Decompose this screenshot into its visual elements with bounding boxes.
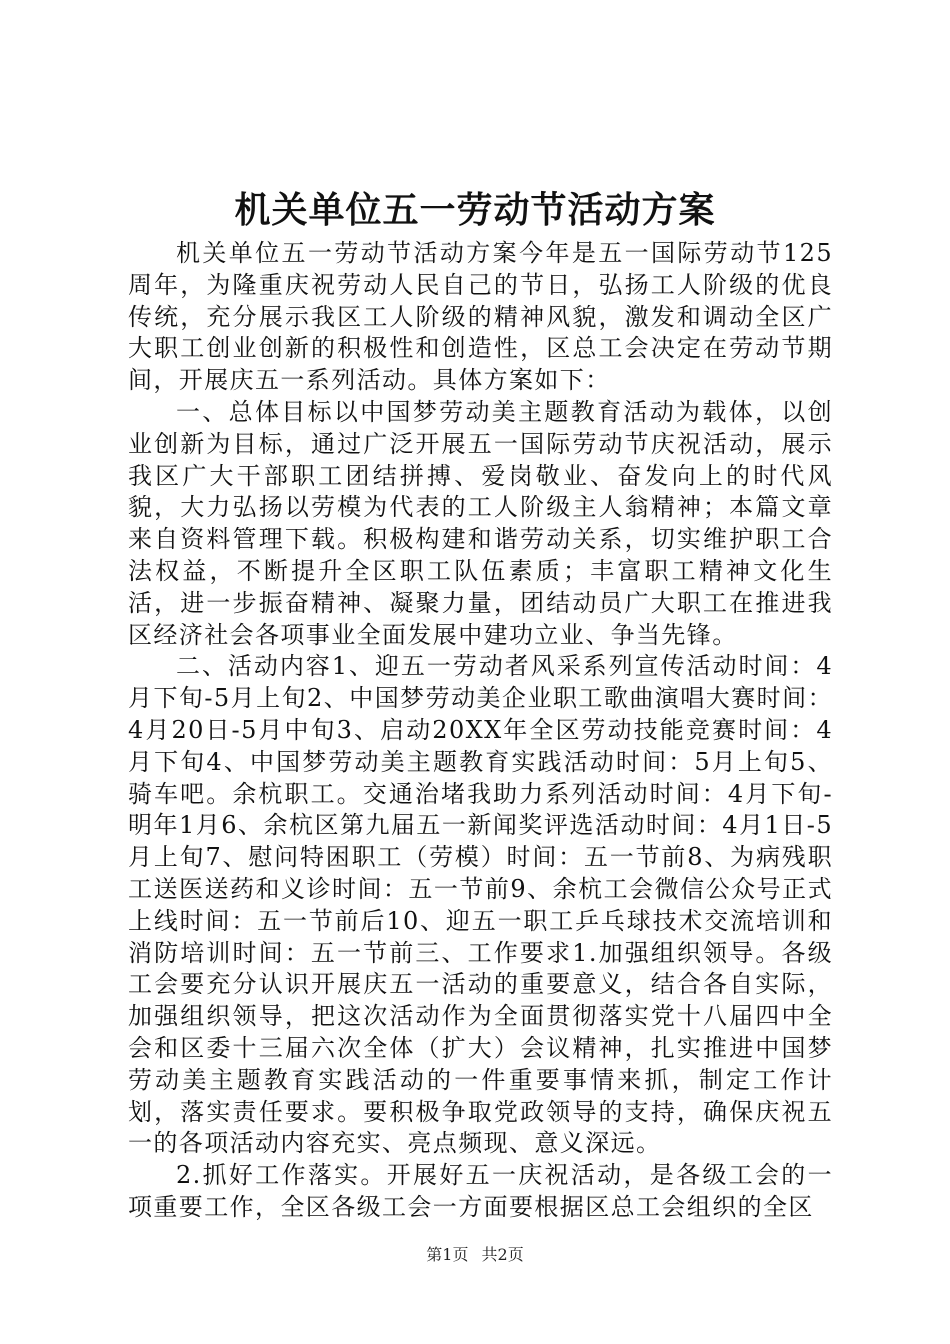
page-footer: [0, 1244, 950, 1266]
paragraph-activity-content: 二、活动内容1、迎五一劳动者风采系列宣传活动时间：4月下旬-5月上旬2、中国梦劳动美企业职工歌曲演唱大赛时间：4月20日-5月中旬3、启动20XX年全区劳动技能竞赛时间：4月下旬4、中国梦劳动美主题教育实践活动时间：5月上旬5、骑车吧。余杭职工。交通治堵我助力系列活动时间：4月下旬-明年1月6、余杭区第九届五一新闻奖评选活动时间：4月1日-5月上旬7、慰问特困职工（劳模）时间：五一节前8、为病残职工送医送药和义诊时间：五一节前9、余杭工会微信公众号正式上线时间：五一节前后10、迎五一职工乒乓球技术交流培训和消防培训时间：五一节前三、工作要求1.加强组织领导。各级工会要充分认识开展庆五一活动的重要意义，结合各自实际，加强组织领导，把这次活动作为全面贯彻落实党十八届四中全会和区委十三届六次全体（扩大）会议精神，扎实推进中国梦劳动美主题教育实践活动的一件重要事情来抓，制定工作计划，落实责任要求。要积极争取党政领导的支持，确保庆祝五一的各项活动内容充实、亮点频现、意义深远。: [128, 652, 833, 1158]
document-title: 机关单位五一劳动节活动方案: [234, 189, 716, 231]
page-number-current: 第1页: [426, 1245, 469, 1264]
paragraph-intro: 机关单位五一劳动节活动方案今年是五一国际劳动节125周年，为隆重庆祝劳动人民自己的节日，弘扬工人阶级的优良传统，充分展示我区工人阶级的精神风貌，激发和调动全区广大职工创业创新的积极性和创造性，区总工会决定在劳动节期间，开展庆五一系列活动。具体方案如下：: [128, 239, 833, 395]
page-number-total: 共2页: [481, 1245, 524, 1264]
paragraph-overall-goal: 一、总体目标以中国梦劳动美主题教育活动为载体，以创业创新为目标，通过广泛开展五一国际劳动节庆祝活动，展示我区广大干部职工团结拼搏、爱岗敬业、奋发向上的时代风貌，大力弘扬以劳模为代表的工人阶级主人翁精神；本篇文章来自资料管理下载。积极构建和谐劳动关系，切实维护职工合法权益，不断提升全区职工队伍素质；丰富职工精神文化生活，进一步振奋精神、凝聚力量，团结动员广大职工在推进我区经济社会各项事业全面发展中建功立业、争当先锋。: [128, 397, 833, 649]
document-body: [128, 238, 833, 1224]
paragraph-work-implementation: 2.抓好工作落实。开展好五一庆祝活动，是各级工会的一项重要工作，全区各级工会一方面要根据区总工会组织的全区: [128, 1161, 833, 1221]
